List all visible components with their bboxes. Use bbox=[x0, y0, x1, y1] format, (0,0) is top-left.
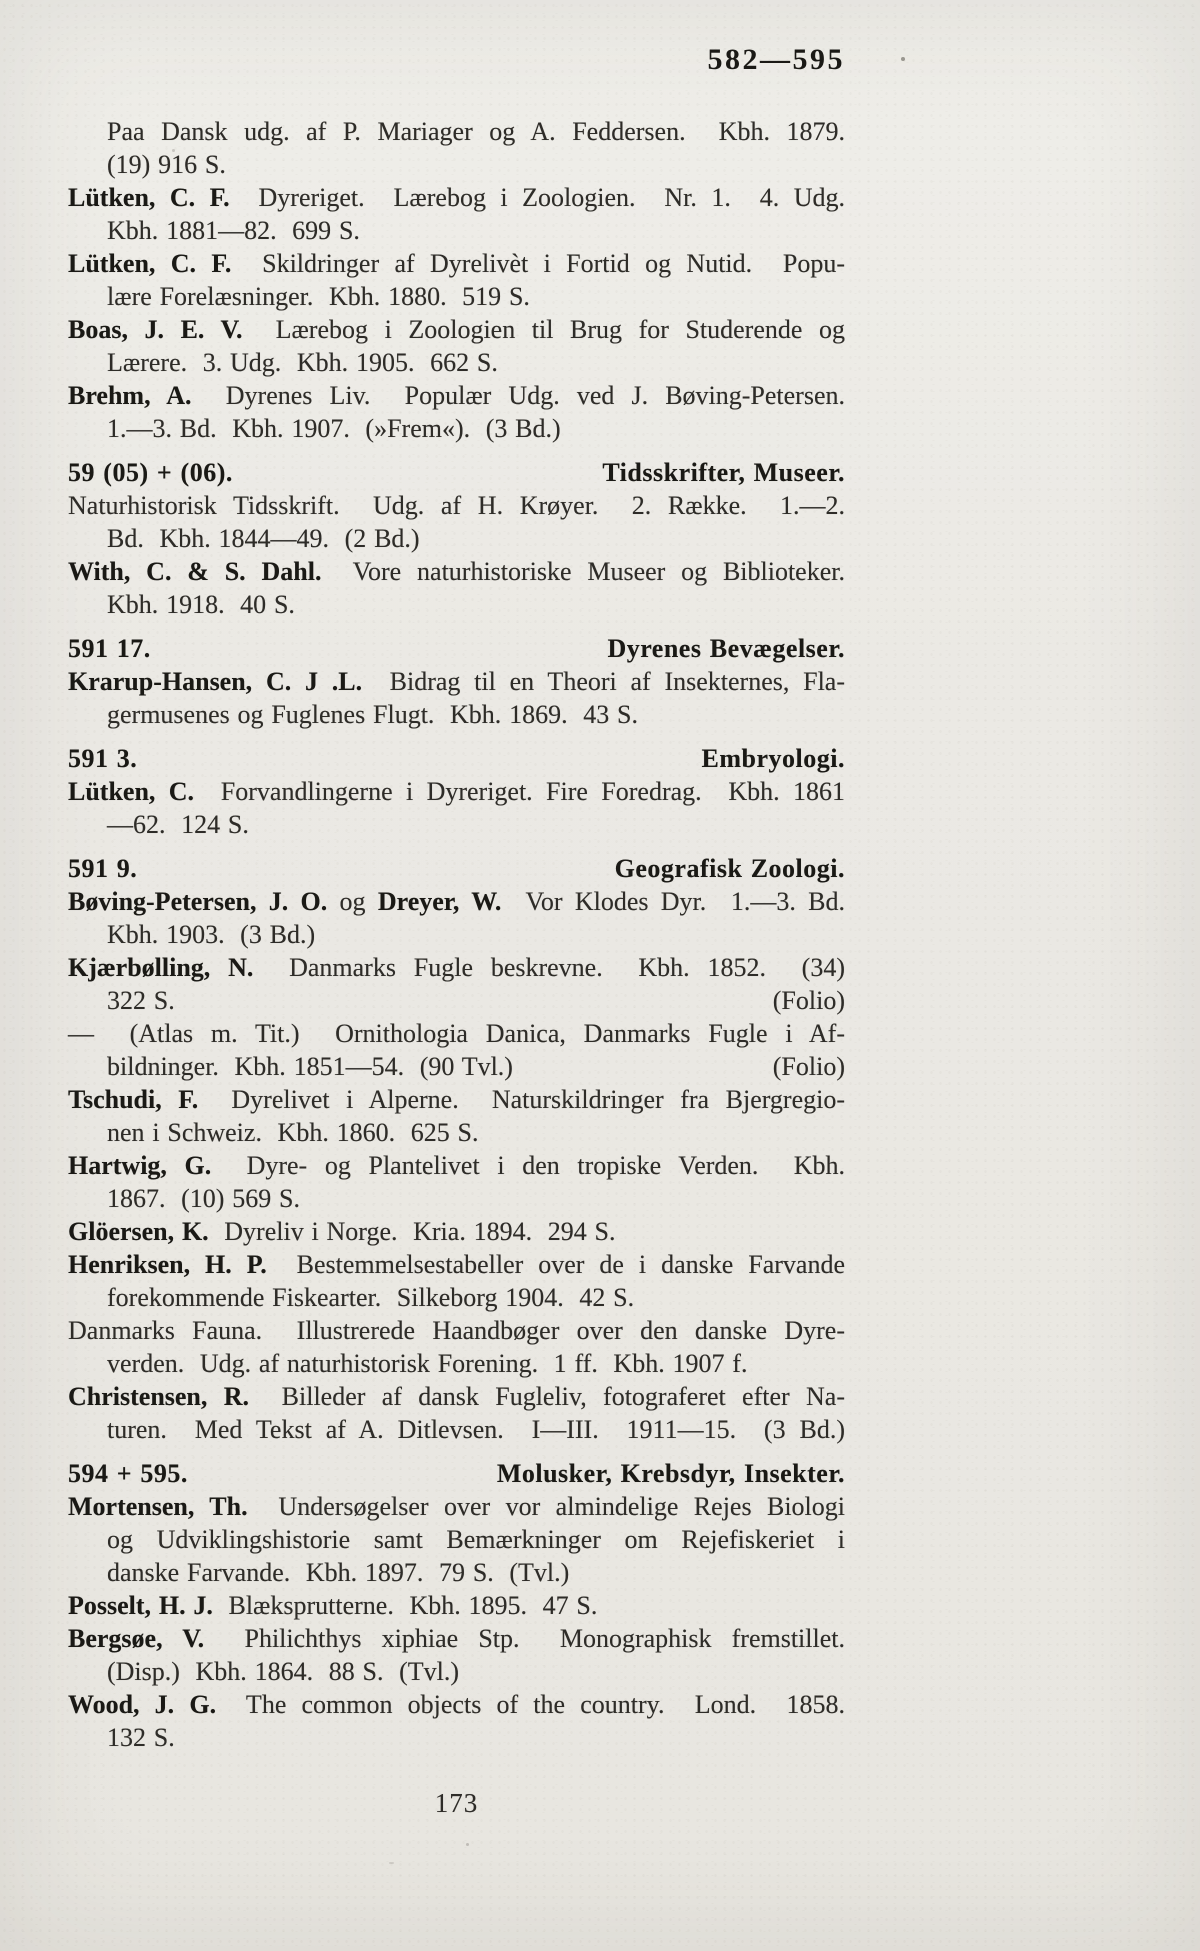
entry-text: og bbox=[327, 887, 378, 916]
entry-text: og Udviklingshistorie samt Bemærkninger om Rejefiskeriet i bbox=[107, 1525, 845, 1554]
author-name: 59 (05) + (06). bbox=[68, 458, 233, 487]
entry-text: Blæksprutterne. Kbh. 1895. 47 S. bbox=[212, 1591, 598, 1620]
line-text bbox=[107, 414, 561, 443]
section-title: Molusker, Krebsdyr, Insekter. bbox=[496, 1459, 845, 1488]
entry-text: Skildringer af Dyrelivèt i Fortid og Nutid. Popu- bbox=[231, 249, 845, 278]
author-name: Wood, J. G. bbox=[68, 1690, 217, 1719]
line-text bbox=[68, 183, 845, 212]
line-text bbox=[107, 984, 175, 1017]
entry-line bbox=[68, 1688, 845, 1721]
entry-text: — (Atlas m. Tit.) Ornithologia Danica, Danmarks Fugle i Af- bbox=[68, 1019, 845, 1048]
entry-line bbox=[68, 1116, 845, 1149]
author-name: Glöersen, K. bbox=[68, 1217, 209, 1246]
entry-text: Kbh. 1918. 40 S. bbox=[107, 590, 295, 619]
line-text bbox=[107, 282, 530, 311]
line-text bbox=[107, 117, 845, 146]
author-name: Lütken, C. F. bbox=[68, 249, 232, 278]
entry-text: Undersøgelser over vor almindelige Rejes Biologi bbox=[247, 1492, 845, 1521]
line-text bbox=[107, 1525, 845, 1554]
line-text bbox=[68, 1085, 845, 1114]
section-heading-line bbox=[68, 742, 845, 775]
line-text bbox=[68, 1382, 845, 1411]
entry-text: germusenes og Fuglenes Flugt. Kbh. 1869. 43 S. bbox=[107, 700, 638, 729]
line-text bbox=[68, 315, 845, 344]
entry-text: 1867. (10) 569 S. bbox=[107, 1184, 300, 1213]
entry-text: Lærebog i Zoologien til Brug for Studerende og bbox=[242, 315, 845, 344]
entry-line bbox=[68, 588, 845, 621]
line-text bbox=[107, 216, 360, 245]
scan-speck bbox=[466, 1843, 469, 1846]
line-text bbox=[107, 810, 249, 839]
line-text bbox=[107, 1283, 634, 1312]
section-heading-line bbox=[68, 632, 845, 665]
line-text bbox=[68, 1019, 845, 1048]
entry-line bbox=[68, 346, 845, 379]
line-text bbox=[68, 953, 845, 982]
line-text bbox=[68, 1492, 845, 1521]
entry-line bbox=[68, 280, 845, 313]
line-text bbox=[68, 1690, 845, 1719]
line-text bbox=[68, 887, 845, 916]
entry-text: 132 S. bbox=[107, 1723, 175, 1752]
author-name: Bøving-Petersen, J. O. bbox=[68, 887, 328, 916]
entry-line bbox=[68, 489, 845, 522]
entry-line bbox=[68, 1314, 845, 1347]
entry-text: Paa Dansk udg. af P. Mariager og A. Feddersen. Kbh. 1879. bbox=[107, 117, 845, 146]
entry-text: turen. Med Tekst af A. Ditlevsen. I—III. 1911—15. (3 Bd.) bbox=[107, 1415, 845, 1444]
line-text bbox=[107, 1184, 300, 1213]
author-name: Henriksen, H. P. bbox=[68, 1250, 267, 1279]
author-name: Bergsøe, V. bbox=[68, 1624, 205, 1653]
line-text bbox=[68, 381, 845, 410]
section-heading-line bbox=[68, 456, 845, 489]
line-text bbox=[68, 632, 151, 665]
entry-text: Dyre- og Plantelivet i den tropiske Verden. Kbh. bbox=[211, 1151, 845, 1180]
line-text bbox=[107, 1558, 569, 1587]
entry-text: nen i Schweiz. Kbh. 1860. 625 S. bbox=[107, 1118, 479, 1147]
entry-text: forekommende Fiskearter. Silkeborg 1904. 42 S. bbox=[107, 1283, 635, 1312]
line-text bbox=[107, 348, 498, 377]
line-text bbox=[107, 1657, 459, 1686]
entry-line bbox=[68, 1589, 845, 1622]
entry-text: Naturhistorisk Tidsskrift. Udg. af H. Krøyer. 2. Række. 1.—2. bbox=[68, 491, 845, 520]
entry-line bbox=[68, 1655, 845, 1688]
entry-text: bildninger. Kbh. 1851—54. (90 Tvl.) bbox=[107, 1052, 513, 1081]
entry-line bbox=[68, 1380, 845, 1413]
entry-line bbox=[68, 555, 845, 588]
entry-line bbox=[68, 808, 845, 841]
author-name: Hartwig, G. bbox=[68, 1151, 212, 1180]
text-lines bbox=[68, 115, 845, 1754]
entry-line bbox=[68, 1050, 845, 1083]
entry-line bbox=[68, 412, 845, 445]
section-title: Embryologi. bbox=[701, 744, 845, 773]
entry-text: (19) 916 S. bbox=[107, 150, 226, 179]
entry-line bbox=[68, 951, 845, 984]
entry-line bbox=[68, 1523, 845, 1556]
entry-line bbox=[68, 1017, 845, 1050]
entry-text: Bestemmelsestabeller over de i danske Farvande bbox=[266, 1250, 845, 1279]
format-note: (Folio) bbox=[772, 986, 845, 1015]
author-name: 591 3. bbox=[68, 744, 138, 773]
entry-text: Philichthys xiphiae Stp. Monographisk fremstillet. bbox=[204, 1624, 845, 1653]
line-text bbox=[68, 1624, 845, 1653]
entry-line bbox=[68, 775, 845, 808]
entry-text: Bd. Kbh. 1844—49. (2 Bd.) bbox=[107, 524, 420, 553]
entry-line bbox=[68, 698, 845, 731]
section-title: Dyrenes Bevægelser. bbox=[607, 634, 845, 663]
author-name: Christensen, R. bbox=[68, 1382, 249, 1411]
entry-range-header: 582—595 bbox=[707, 43, 845, 76]
entry-text: verden. Udg. af naturhistorisk Forening. 1 ff. Kbh. 1907 f. bbox=[107, 1349, 748, 1378]
line-text bbox=[107, 920, 315, 949]
line-text bbox=[68, 1591, 597, 1620]
line-text bbox=[107, 700, 638, 729]
line-text bbox=[68, 1217, 615, 1246]
entry-text: 1.—3. Bd. Kbh. 1907. (»Frem«). (3 Bd.) bbox=[107, 414, 561, 443]
line-text bbox=[68, 777, 845, 806]
author-name: Boas, J. E. V. bbox=[68, 315, 243, 344]
entry-text: Forvandlingerne i Dyreriget. Fire Foredrag. Kbh. 1861 bbox=[194, 777, 845, 806]
entry-line bbox=[68, 1556, 845, 1589]
line-text bbox=[68, 249, 845, 278]
entry-text: Bidrag til en Theori af Insekternes, Fla- bbox=[362, 667, 846, 696]
section-title: Tidsskrifter, Museer. bbox=[602, 458, 845, 487]
entry-line bbox=[68, 247, 845, 280]
author-name: Lütken, C. bbox=[68, 777, 195, 806]
author-name: Kjærbølling, N. bbox=[68, 953, 254, 982]
line-text bbox=[107, 1118, 478, 1147]
entry-line bbox=[68, 1182, 845, 1215]
entry-text: Dyrenes Liv. Populær Udg. ved J. Bøving-Petersen. bbox=[191, 381, 846, 410]
entry-line bbox=[68, 1490, 845, 1523]
author-name: Lütken, C. F. bbox=[68, 183, 230, 212]
line-text bbox=[68, 456, 233, 489]
section-title: Geografisk Zoologi. bbox=[614, 854, 845, 883]
entry-line bbox=[68, 885, 845, 918]
entry-text: 322 S. bbox=[107, 986, 175, 1015]
format-note: (Folio) bbox=[772, 1052, 845, 1081]
entry-line bbox=[68, 1281, 845, 1314]
line-text bbox=[68, 557, 845, 586]
entry-text: Vor Klodes Dyr. 1.—3. Bd. bbox=[501, 887, 845, 916]
entry-line bbox=[68, 918, 845, 951]
line-text bbox=[107, 1050, 513, 1083]
line-text bbox=[107, 150, 226, 179]
entry-text: Danmarks Fugle beskrevne. Kbh. 1852. (34) bbox=[253, 953, 845, 982]
line-text bbox=[68, 1250, 845, 1279]
entry-line bbox=[68, 214, 845, 247]
line-text bbox=[107, 1349, 747, 1378]
entry-line bbox=[68, 665, 845, 698]
entry-text: (Disp.) Kbh. 1864. 88 S. (Tvl.) bbox=[107, 1657, 459, 1686]
entry-text: Dyrelivet i Alperne. Naturskildringer fra Bjergregio- bbox=[198, 1085, 846, 1114]
line-text bbox=[107, 1723, 175, 1752]
line-text bbox=[107, 1415, 845, 1444]
line-text bbox=[68, 667, 845, 696]
author-name: 591 9. bbox=[68, 854, 138, 883]
entry-text: Kbh. 1881—82. 699 S. bbox=[107, 216, 360, 245]
scan-speck bbox=[172, 149, 175, 152]
author-name: Mortensen, Th. bbox=[68, 1492, 248, 1521]
entry-line bbox=[68, 522, 845, 555]
line-text bbox=[107, 524, 420, 553]
entry-text: Kbh. 1903. (3 Bd.) bbox=[107, 920, 316, 949]
line-text bbox=[68, 852, 137, 885]
author-name: 591 17. bbox=[68, 634, 151, 663]
entry-line bbox=[68, 313, 845, 346]
author-name: Krarup-Hansen, C. J .L. bbox=[68, 667, 363, 696]
entry-line bbox=[68, 1721, 845, 1754]
author-name: Posselt, H. J. bbox=[68, 1591, 213, 1620]
entry-line bbox=[68, 1248, 845, 1281]
line-text bbox=[68, 1457, 188, 1490]
entry-line bbox=[68, 1149, 845, 1182]
author-name: Tschudi, F. bbox=[68, 1085, 199, 1114]
entry-text: Lærere. 3. Udg. Kbh. 1905. 662 S. bbox=[107, 348, 498, 377]
entry-line bbox=[68, 984, 845, 1017]
author-name: 594 + 595. bbox=[68, 1459, 188, 1488]
author-name: Dreyer, W. bbox=[377, 887, 502, 916]
entry-text: Danmarks Fauna. Illustrerede Haandbøger over den danske Dyre- bbox=[68, 1316, 845, 1345]
line-text bbox=[68, 742, 137, 775]
entry-line bbox=[68, 148, 845, 181]
entry-text: lære Forelæsninger. Kbh. 1880. 519 S. bbox=[107, 282, 530, 311]
page-number: 173 bbox=[434, 1788, 479, 1818]
section-heading-line bbox=[68, 852, 845, 885]
entry-line bbox=[68, 1215, 845, 1248]
author-name: With, C. & S. Dahl. bbox=[68, 557, 322, 586]
author-name: Brehm, A. bbox=[68, 381, 192, 410]
line-text bbox=[107, 590, 295, 619]
line-text bbox=[68, 491, 845, 520]
entry-line bbox=[68, 379, 845, 412]
section-heading-line bbox=[68, 1457, 845, 1490]
entry-line bbox=[68, 181, 845, 214]
entry-text: Billeder af dansk Fugleliv, fotograferet efter Na- bbox=[249, 1382, 845, 1411]
entry-text: Dyreriget. Lærebog i Zoologien. Nr. 1. 4. Udg. bbox=[229, 183, 845, 212]
line-text bbox=[68, 1151, 845, 1180]
entry-text: Dyreliv i Norge. Kria. 1894. 294 S. bbox=[208, 1217, 616, 1246]
entry-text: The common objects of the country. Lond. 1858. bbox=[216, 1690, 845, 1719]
scan-speck bbox=[901, 57, 905, 61]
entry-line bbox=[68, 1347, 845, 1380]
scan-speck bbox=[389, 1862, 394, 1864]
entry-text: danske Farvande. Kbh. 1897. 79 S. (Tvl.) bbox=[107, 1558, 570, 1587]
entry-text: —62. 124 S. bbox=[107, 810, 249, 839]
line-text bbox=[68, 1316, 845, 1345]
bibliography-text-block bbox=[68, 0, 845, 1820]
entry-text: Vore naturhistoriske Museer og Biblioteker. bbox=[321, 557, 845, 586]
entry-line bbox=[68, 115, 845, 148]
entry-line bbox=[68, 1622, 845, 1655]
entry-line bbox=[68, 1083, 845, 1116]
entry-line bbox=[68, 1413, 845, 1446]
